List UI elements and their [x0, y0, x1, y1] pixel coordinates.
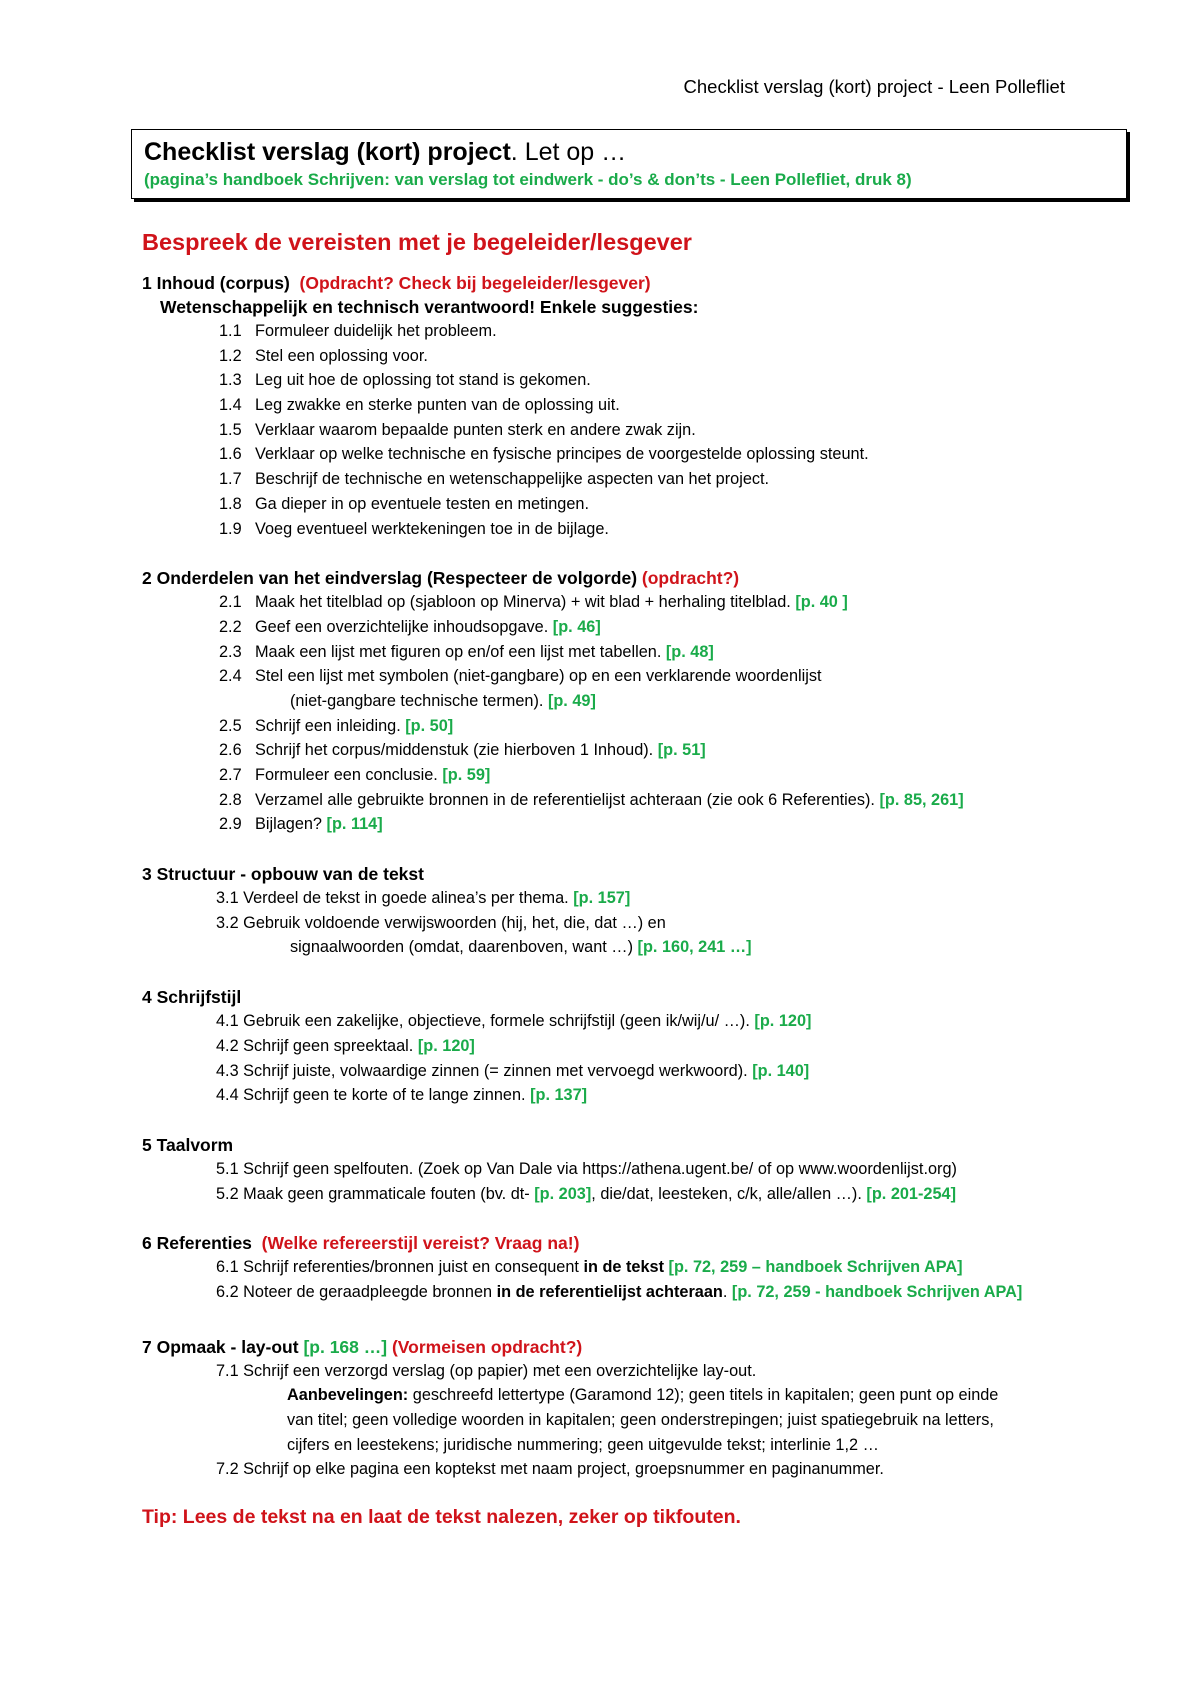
main-heading: Bespreek de vereisten met je begeleider/lesgever: [142, 229, 692, 255]
section-4-title: 4 Schrijfstijl: [142, 987, 242, 1008]
item-text: 3.1 Verdeel de tekst in goede alinea’s per thema.: [216, 889, 569, 908]
item-text: Voeg eventueel werktekeningen toe in de bijlage.: [255, 519, 609, 538]
section-4-items: [142, 1009, 1142, 1108]
item-text: Ga dieper in op eventuele testen en metingen.: [255, 494, 589, 513]
item-number: 2.7: [219, 766, 242, 784]
list-item: [142, 714, 1142, 739]
list-item: [142, 1083, 1142, 1108]
running-header: Checklist verslag (kort) project - Leen Pollefliet: [683, 76, 1065, 97]
item-number: 2.3: [219, 642, 242, 661]
document-subtitle: (pagina’s handboek Schrijven: van verslag tot eindwerk - do’s & don’ts - Leen Pollefliet, druk 8): [144, 170, 912, 189]
list-item: [142, 886, 1142, 911]
page-reference: [p. 140]: [752, 1061, 810, 1080]
item-text: signaalwoorden (omdat, daarenboven, want …): [290, 938, 634, 957]
section-6-note: (Welke refereerstijl vereist? Vraag na!): [261, 1233, 580, 1254]
section-1-items: [142, 319, 1142, 541]
item-text: Verzamel alle gebruikte bronnen in de referentielijst achteraan (zie ook 6 Referenties).: [255, 790, 875, 809]
item-number: 2.6: [219, 741, 242, 760]
list-item: [142, 689, 1142, 714]
list-item: [142, 368, 1142, 393]
list-item: 5.2 Maak geen grammaticale fouten (bv. dt- [p. 203], die/dat, leesteken, c/k, alle/allen …). [p. 201-254]: [216, 1184, 956, 1203]
list-item: [142, 1009, 1142, 1034]
section-1-note: (Opdracht? Check bij begeleider/lesgever): [299, 273, 651, 293]
section-2-title: 2 Onderdelen van het eindverslag (Respecteer de volgorde) (opdracht?): [142, 568, 740, 589]
item-text: Beschrijf de technische en wetenschappelijke aspecten van het project.: [255, 470, 770, 489]
section-5-title: 5 Taalvorm: [142, 1134, 234, 1155]
page-reference: [p. 72, 259 - handboek Schrijven APA]: [731, 1282, 1023, 1301]
page-reference: [p. 40 ]: [795, 593, 848, 612]
item-number: 2.4: [219, 667, 242, 686]
page-reference: [p. 51]: [657, 741, 706, 760]
item-text: 4.2 Schrijf geen spreektaal.: [216, 1036, 414, 1055]
document-title: [144, 136, 1116, 168]
list-item: [142, 393, 1142, 418]
section-3-items: [142, 886, 1142, 960]
section-1-subtitle: Wetenschappelijk en technisch verantwoord! Enkele suggesties:: [160, 297, 699, 317]
list-item: [142, 935, 1142, 960]
page-reference: [p. 59]: [442, 766, 491, 784]
item-text: 4.1 Gebruik een zakelijke, objectieve, formele schrijfstijl (geen ik/wij/u/ …).: [216, 1012, 750, 1031]
page-reference: [p. 201-254]: [866, 1184, 956, 1203]
item-number: 1.2: [219, 346, 242, 365]
page-reference: [p. 120]: [754, 1012, 812, 1031]
section-3-title: 3 Structuur - opbouw van de tekst: [142, 864, 424, 885]
list-item: [142, 418, 1142, 443]
list-item: [142, 1034, 1142, 1059]
list-item: [142, 812, 1142, 837]
page-reference: [p. 72, 259 – handboek Schrijven APA]: [668, 1258, 963, 1277]
list-item: 6.1 Schrijf referenties/bronnen juist en consequent in de tekst [p. 72, 259 – handboek Schrijven APA]: [216, 1258, 963, 1277]
list-item: 7.2 Schrijf op elke pagina een koptekst met naam project, groepsnummer en paginanummer.: [216, 1460, 884, 1479]
item-text: Verklaar waarom bepaalde punten sterk en andere zwak zijn.: [255, 420, 696, 439]
page-reference: [p. 114]: [326, 815, 383, 834]
item-number: 1.7: [219, 470, 242, 489]
list-item: [142, 911, 1142, 936]
section-7-title: 7 Opmaak - lay-out [p. 168 …] (Vormeisen opdracht?): [142, 1336, 583, 1357]
list-item: [142, 788, 1142, 813]
section-1-title: 1 Inhoud (corpus) (Opdracht? Check bij begeleider/lesgever): [142, 273, 651, 293]
item-text: Geef een overzichtelijke inhoudsopgave.: [255, 617, 549, 636]
checklist-content: [142, 226, 1142, 1532]
list-item: [142, 344, 1142, 369]
list-item: [142, 492, 1142, 517]
item-text: 4.4 Schrijf geen te korte of te lange zinnen.: [216, 1086, 526, 1105]
tip: Tip: Lees de tekst na en laat de tekst nalezen, zeker op tikfouten.: [142, 1506, 741, 1529]
item-text: Maak het titelblad op (sjabloon op Minerva) + wit blad + herhaling titelblad.: [255, 593, 791, 612]
title-bold: Checklist verslag (kort) project: [144, 138, 511, 166]
item-number: 2.1: [219, 593, 242, 612]
item-text: 4.3 Schrijf juiste, volwaardige zinnen (= zinnen met vervoegd werkwoord).: [216, 1061, 748, 1080]
section-2-note: (opdracht?): [641, 568, 740, 589]
item-text: Formuleer een conclusie.: [255, 766, 438, 784]
item-number: 1.5: [219, 420, 242, 439]
title-rest: . Let op …: [510, 138, 627, 166]
list-item: [142, 319, 1142, 344]
list-item: [142, 640, 1142, 665]
item-number: 2.9: [219, 815, 242, 834]
page-reference: [p. 137]: [530, 1086, 588, 1105]
list-item: 7.1 Schrijf een verzorgd verslag (op papier) met een overzichtelijke lay-out.: [216, 1361, 757, 1380]
page-reference: [p. 157]: [573, 889, 631, 908]
list-item: [142, 763, 1142, 788]
item-number: 1.1: [219, 322, 242, 340]
list-item: [142, 442, 1142, 467]
page-reference: [p. 50]: [405, 716, 454, 735]
item-number: 1.8: [219, 494, 242, 513]
item-text: Leg uit hoe de oplossing tot stand is gekomen.: [255, 371, 591, 390]
list-item: [142, 738, 1142, 763]
recommendations-line: Aanbevelingen: geschreefd lettertype (Garamond 12); geen titels in kapitalen; geen punt op einde: [287, 1386, 999, 1405]
page-reference: [p. 160, 241 …]: [637, 938, 752, 957]
item-text: Leg zwakke en sterke punten van de oplossing uit.: [255, 396, 620, 415]
page-reference: [p. 120]: [417, 1036, 475, 1055]
list-item: [142, 590, 1142, 615]
page-reference: [p. 49]: [547, 691, 596, 710]
item-number: 1.4: [219, 396, 242, 415]
item-text: Schrijf een inleiding.: [255, 716, 401, 735]
item-number: 2.5: [219, 716, 242, 735]
list-item: [142, 615, 1142, 640]
item-text: Stel een oplossing voor.: [255, 346, 428, 365]
page-reference: [p. 85, 261]: [879, 790, 964, 809]
item-number: 2.2: [219, 617, 242, 636]
item-text: Stel een lijst met symbolen (niet-gangbare) op en een verklarende woordenlijst: [255, 667, 822, 686]
item-number: 1.9: [219, 519, 242, 538]
page-reference: [p. 203]: [534, 1184, 592, 1203]
item-text: Schrijf het corpus/middenstuk (zie hierboven 1 Inhoud).: [255, 741, 654, 760]
page-reference: [p. 168 …]: [303, 1336, 388, 1357]
item-text: Formuleer duidelijk het probleem.: [255, 322, 497, 340]
title-box: [131, 129, 1127, 199]
section-2-items: [142, 590, 1142, 837]
item-text: Verklaar op welke technische en fysische principes de voorgestelde oplossing steunt.: [255, 445, 869, 464]
list-item: [142, 1059, 1142, 1084]
section-6-title: 6 Referenties (Welke refereerstijl vereist? Vraag na!): [142, 1233, 580, 1254]
list-item: [142, 664, 1142, 689]
recommendations-line: van titel; geen volledige woorden in kapitalen; geen onderstrepingen; juist spatiegebruik na letters,: [287, 1411, 994, 1429]
list-item: [142, 517, 1142, 542]
page-reference: [p. 46]: [552, 617, 601, 636]
section-7-note: (Vormeisen opdracht?): [391, 1336, 583, 1357]
recommendations-line: cijfers en leestekens; juridische nummering; geen uitgevulde tekst; interlinie 1,2 …: [287, 1435, 879, 1454]
list-item: 6.2 Noteer de geraadpleegde bronnen in de referentielijst achteraan. [p. 72, 259 - handboek Schrijven APA]: [216, 1282, 1023, 1301]
item-text: (niet-gangbare technische termen).: [290, 691, 544, 710]
item-number: 2.8: [219, 790, 242, 809]
item-number: 1.3: [219, 371, 242, 390]
item-text: 3.2 Gebruik voldoende verwijswoorden (hij, het, die, dat …) en: [216, 913, 666, 932]
item-text: Maak een lijst met figuren op en/of een lijst met tabellen.: [255, 642, 662, 661]
item-text: Bijlagen?: [255, 815, 322, 834]
page-reference: [p. 48]: [665, 642, 714, 661]
list-item: 5.1 Schrijf geen spelfouten. (Zoek op Van Dale via https://athena.ugent.be/ of op www.woordenlijst.org): [216, 1159, 957, 1178]
list-item: [142, 467, 1142, 492]
item-number: 1.6: [219, 445, 242, 464]
